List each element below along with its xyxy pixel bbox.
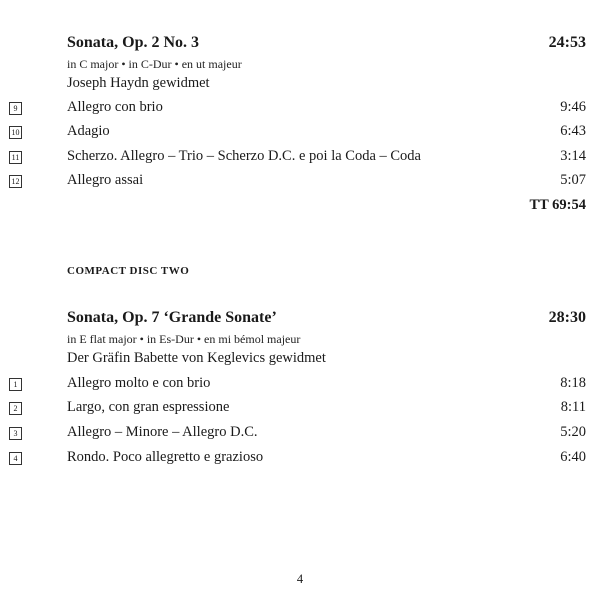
track-title: Rondo. Poco allegretto e grazioso xyxy=(67,449,264,465)
page-number: 4 xyxy=(296,572,304,586)
track-title: Adagio xyxy=(67,123,110,139)
track-number-badge: 2 xyxy=(9,402,22,415)
track-duration: 6:40 xyxy=(560,449,586,465)
track-duration: 3:14 xyxy=(560,148,586,164)
total-time: TT 69:54 xyxy=(529,197,586,213)
track-number-badge: 4 xyxy=(9,452,22,465)
sonata-2-dedication: Der Gräfin Babette von Keglevics gewidmet xyxy=(67,350,326,366)
track-number-badge: 11 xyxy=(9,151,22,164)
track-title: Scherzo. Allegro – Trio – Scherzo D.C. e poi la Coda – Coda xyxy=(67,148,421,164)
sonata-1-dedication: Joseph Haydn gewidmet xyxy=(67,75,210,91)
track-duration: 9:46 xyxy=(560,99,586,115)
track-number-badge: 9 xyxy=(9,102,22,115)
sonata-1-duration: 24:53 xyxy=(548,34,586,51)
sonata-1-title: Sonata, Op. 2 No. 3 xyxy=(67,34,200,51)
track-duration: 8:11 xyxy=(560,399,586,415)
track-number-badge: 10 xyxy=(9,126,22,139)
track-title: Allegro molto e con brio xyxy=(67,375,211,391)
disc-heading: COMPACT DISC TWO xyxy=(67,265,190,277)
track-number-badge: 1 xyxy=(9,378,22,391)
track-title: Allegro – Minore – Allegro D.C. xyxy=(67,424,258,440)
sonata-2-title: Sonata, Op. 7 ‘Grande Sonate’ xyxy=(67,309,277,326)
sonata-1-keys: in C major • in C-Dur • en ut majeur xyxy=(67,57,242,71)
track-duration: 5:07 xyxy=(560,172,586,188)
sonata-2-duration: 28:30 xyxy=(548,309,586,326)
track-title: Allegro assai xyxy=(67,172,144,188)
track-number-badge: 12 xyxy=(9,175,22,188)
track-title: Largo, con gran espressione xyxy=(67,399,230,415)
track-number-badge: 3 xyxy=(9,427,22,440)
track-duration: 8:18 xyxy=(560,375,586,391)
track-title: Allegro con brio xyxy=(67,99,163,115)
sonata-2-keys: in E flat major • in Es-Dur • en mi bémol majeur xyxy=(67,332,301,346)
track-duration: 6:43 xyxy=(560,123,586,139)
track-duration: 5:20 xyxy=(560,424,586,440)
